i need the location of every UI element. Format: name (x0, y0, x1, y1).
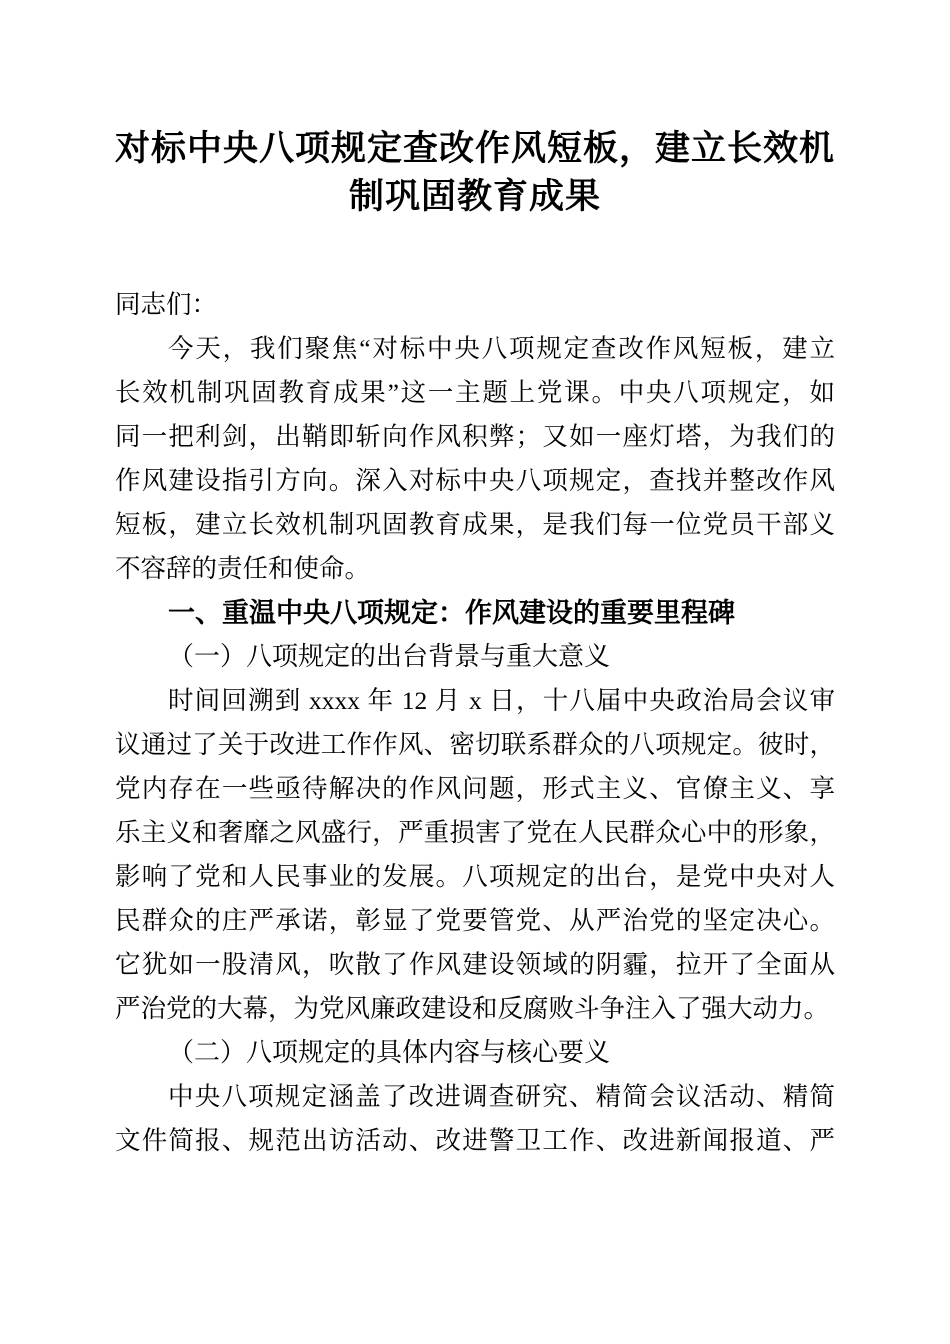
body-text-line: 议通过了关于改进工作作风、密切联系群众的八项规定。彼时， (115, 730, 835, 759)
body-text-line: 今天，我们聚焦“对标中央八项规定查改作风短板，建立 (168, 334, 835, 363)
body-text-line: 民群众的庄严承诺，彰显了党要管党、从严治党的坚定决心。 (115, 906, 835, 935)
document-title-line: 对标中央八项规定查改作风短板，建立长效机 (115, 129, 836, 168)
section-heading: 一、重温中央八项规定：作风建设的重要里程碑 (168, 598, 735, 628)
sub-heading: （二）八项规定的具体内容与核心要义 (168, 1038, 611, 1067)
document-title-line: 制巩固教育成果 (348, 177, 601, 216)
document-title (115, 125, 835, 221)
body-text-line: 时间回溯到 xxxx 年 12 月 x 日，十八届中央政治局会议审 (168, 686, 835, 715)
body-text-line: 短板，建立长效机制巩固教育成果，是我们每一位党员干部义 (115, 510, 835, 539)
body-text-line: 影响了党和人民事业的发展。八项规定的出台，是党中央对人 (115, 862, 835, 891)
document-content (115, 125, 835, 1163)
body-text-line: 乐主义和奢靡之风盛行，严重损害了党在人民群众心中的形象， (115, 818, 835, 847)
body-text-line: 不容辞的责任和使命。 (115, 554, 371, 583)
body-text-line: 党内存在一些亟待解决的作风问题，形式主义、官僚主义、享 (115, 774, 835, 803)
sub-heading: （一）八项规定的出台背景与重大意义 (168, 642, 611, 671)
body-text-line: 同一把利剑，出鞘即斩向作风积弊；又如一座灯塔，为我们的 (115, 422, 835, 451)
body-text-line: 文件简报、规范出访活动、改进警卫工作、改进新闻报道、严 (115, 1126, 835, 1155)
body-text-line: 中央八项规定涵盖了改进调查研究、精简会议活动、精简 (168, 1082, 835, 1111)
document-body (115, 283, 835, 1163)
body-text-line: 长效机制巩固教育成果”这一主题上党课。中央八项规定，如 (115, 378, 835, 407)
body-text-line: 作风建设指引方向。深入对标中央八项规定，查找并整改作风 (115, 466, 835, 495)
body-text-line: 严治党的大幕，为党风廉政建设和反腐败斗争注入了强大动力。 (115, 994, 830, 1023)
body-text-line: 它犹如一股清风，吹散了作风建设领域的阴霾，拉开了全面从 (115, 950, 835, 979)
body-text-line: 同志们： (115, 290, 218, 319)
